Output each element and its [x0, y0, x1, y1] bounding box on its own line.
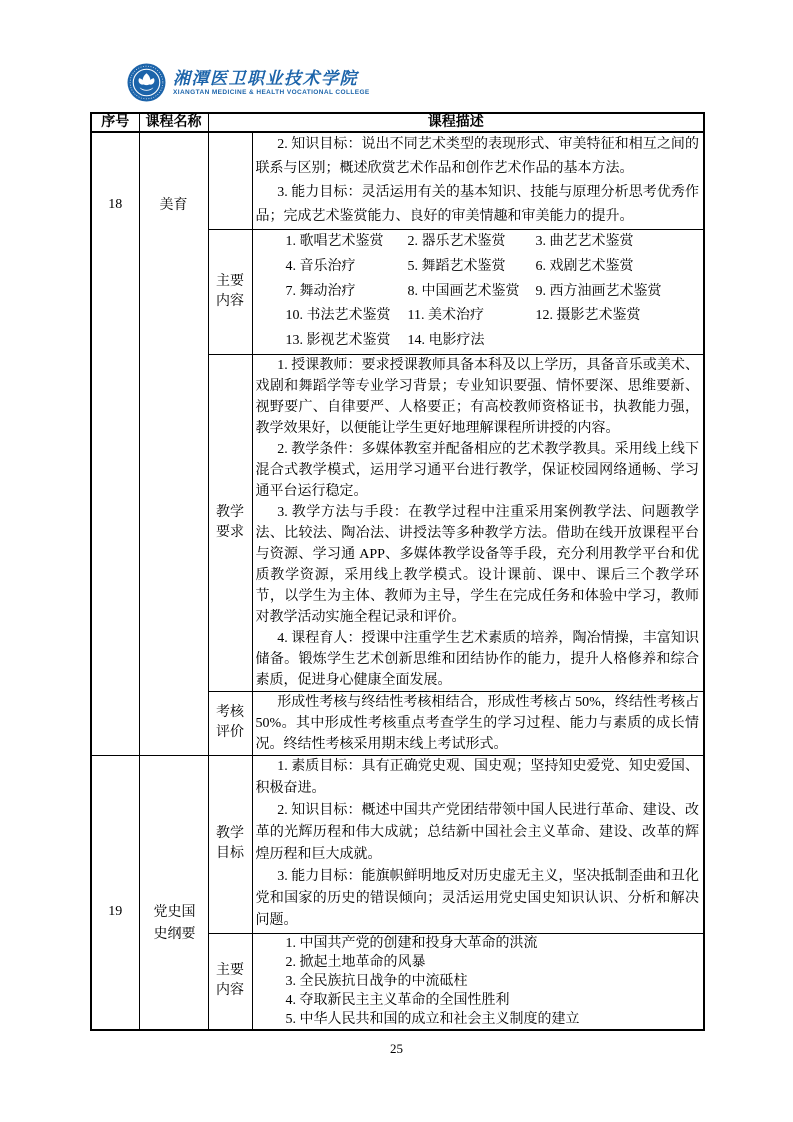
row18-teaching-req-cell [252, 354, 704, 691]
row19-teaching-goal-cell [252, 755, 704, 933]
table-row [91, 755, 704, 933]
row18-assessment-label: 考核评价 [208, 691, 252, 755]
content-item: 10. 书法艺术鉴赏 [285, 308, 391, 324]
paragraph: 3. 教学方法与手段：在教学过程中注重采用案例教学法、问题教学法、比较法、陶冶法、讲授法等多种教学方法。借助在线开放课程平台与资源、学习通 APP、多媒体教学设备等手段，充分利用教学平台和优质教学资源，采用线上教学模式。设计课前、课中、课后三个教学环节，以学生为主体、教师为主导，学生在完成任务和体验中学习，教师对教学活动实施全程记录和评价。 [255, 504, 699, 625]
content-item: 11. 美术治疗 [407, 308, 484, 324]
paragraph: 2. 知识目标：说出不同艺术类型的表现形式、审美特征和相互之间的联系与区别；概述欣赏艺术作品和创作艺术作品的基本方法。 [255, 137, 699, 176]
paragraph: 3. 能力目标：能旗帜鲜明地反对历史虚无主义，坚决抵制歪曲和丑化党和国家的历史的错误倾向；灵活运用党史国史知识认识、分析和解决问题。 [255, 868, 699, 928]
row18-objectives-cell [252, 132, 704, 230]
header-course-desc: 课程描述 [208, 113, 704, 132]
row18-teaching-req-label: 教学要求 [208, 354, 252, 691]
content-item: 4. 夺取新民主主义革命的全国性胜利 [285, 992, 510, 1008]
content-item: 12. 摄影艺术鉴赏 [535, 308, 641, 324]
row18-index: 18 [91, 132, 139, 755]
content-item: 2. 器乐艺术鉴赏 [407, 234, 506, 249]
paragraph: 1. 素质目标：具有正确党史观、国史观；坚持知史爱党、知史爱国、积极奋进。 [255, 758, 699, 796]
row18-main-content-cell [252, 230, 704, 355]
paragraph: 4. 课程育人：授课中注重学生艺术素质的培养，陶冶情操，丰富知识储备。锻炼学生艺术创新思维和团结协作的能力，提升人格修养和综合素质，促进身心健康全面发展。 [255, 630, 699, 688]
course-description-table [90, 112, 705, 1031]
content-item: 8. 中国画艺术鉴赏 [407, 283, 520, 299]
content-item-empty [536, 329, 700, 354]
content-item-list [256, 934, 700, 1029]
content-item: 1. 中国共产党的创建和投身大革命的洪流 [285, 935, 538, 951]
row19-index: 19 [91, 755, 139, 1030]
content-item: 3. 全民族抗日战争的中流砥柱 [285, 973, 468, 989]
row19-main-content-label: 主要内容 [208, 933, 252, 1030]
content-item: 3. 曲艺艺术鉴赏 [535, 234, 634, 249]
row19-main-content-cell [252, 933, 704, 1030]
college-name-english: XIANGTAN MEDICINE & HEALTH VOCATIONAL COLLEGE [173, 88, 370, 96]
row18-course-name: 美育 [139, 132, 208, 755]
row18-assessment-cell [252, 691, 704, 755]
content-item: 1. 歌唱艺术鉴赏 [285, 234, 384, 249]
row19-course-name: 党史国史纲要 [139, 755, 208, 1030]
paragraph: 1. 授课教师：要求授课教师具备本科及以上学历，具备音乐或美术、戏剧和舞蹈学等专业学习背景；专业知识要强、情怀要深、思维要新、视野要广、自律要严、人格要正；有高校教师资格证书，执教能力强，教学效果好，以便能让学生更好地理解课程所讲授的内容。 [255, 357, 699, 436]
content-item-grid [256, 230, 700, 354]
table-row [91, 132, 704, 230]
content-item: 9. 西方油画艺术鉴赏 [535, 283, 662, 299]
paragraph: 3. 能力目标：灵活运用有关的基本知识、技能与原理分析思考优秀作品；完成艺术鉴赏能力、良好的审美情趣和审美能力的提升。 [255, 185, 699, 224]
content-item: 4. 音乐治疗 [285, 258, 356, 274]
paragraph: 形成性考核与终结性考核相结合，形成性考核占 50%，终结性考核占 50%。其中形成性考核重点考查学生的学习过程、能力与素质的成长情况。终结性考核采用期末线上考试形式。 [255, 694, 699, 752]
college-name-chinese: 湘潭医卫职业技术学院 [173, 68, 358, 88]
content-item: 5. 中华人民共和国的成立和社会主义制度的建立 [285, 1011, 580, 1027]
row19-teaching-goal-label: 教学目标 [208, 755, 252, 933]
content-item: 14. 电影疗法 [407, 333, 485, 349]
content-item: 2. 掀起土地革命的风暴 [285, 954, 426, 970]
paragraph: 2. 知识目标：概述中国共产党团结带领中国人民进行革命、建设、改革的光辉历程和伟大成就；总结新中国社会主义革命、建设、改革的辉煌历程和巨大成就。 [255, 802, 699, 862]
content-item: 7. 舞动治疗 [285, 283, 356, 299]
page-number: 25 [390, 1041, 403, 1056]
college-logo [127, 63, 370, 102]
college-name-block [173, 69, 370, 97]
row18-main-content-label: 主要内容 [208, 230, 252, 355]
header-index: 序号 [91, 113, 139, 132]
paragraph: 2. 教学条件：多媒体教室并配备相应的艺术教学教具。采用线上线下混合式教学模式，运用学习通平台进行教学，保证校园网络通畅、学习通平台运行稳定。 [255, 441, 699, 499]
college-emblem-icon [127, 63, 166, 102]
table-header-row [91, 113, 704, 132]
content-item: 13. 影视艺术鉴赏 [285, 333, 391, 349]
header-course-name: 课程名称 [139, 113, 208, 132]
content-item: 6. 戏剧艺术鉴赏 [535, 258, 634, 274]
content-item: 5. 舞蹈艺术鉴赏 [407, 258, 506, 274]
row18-section-label-empty [208, 132, 252, 230]
